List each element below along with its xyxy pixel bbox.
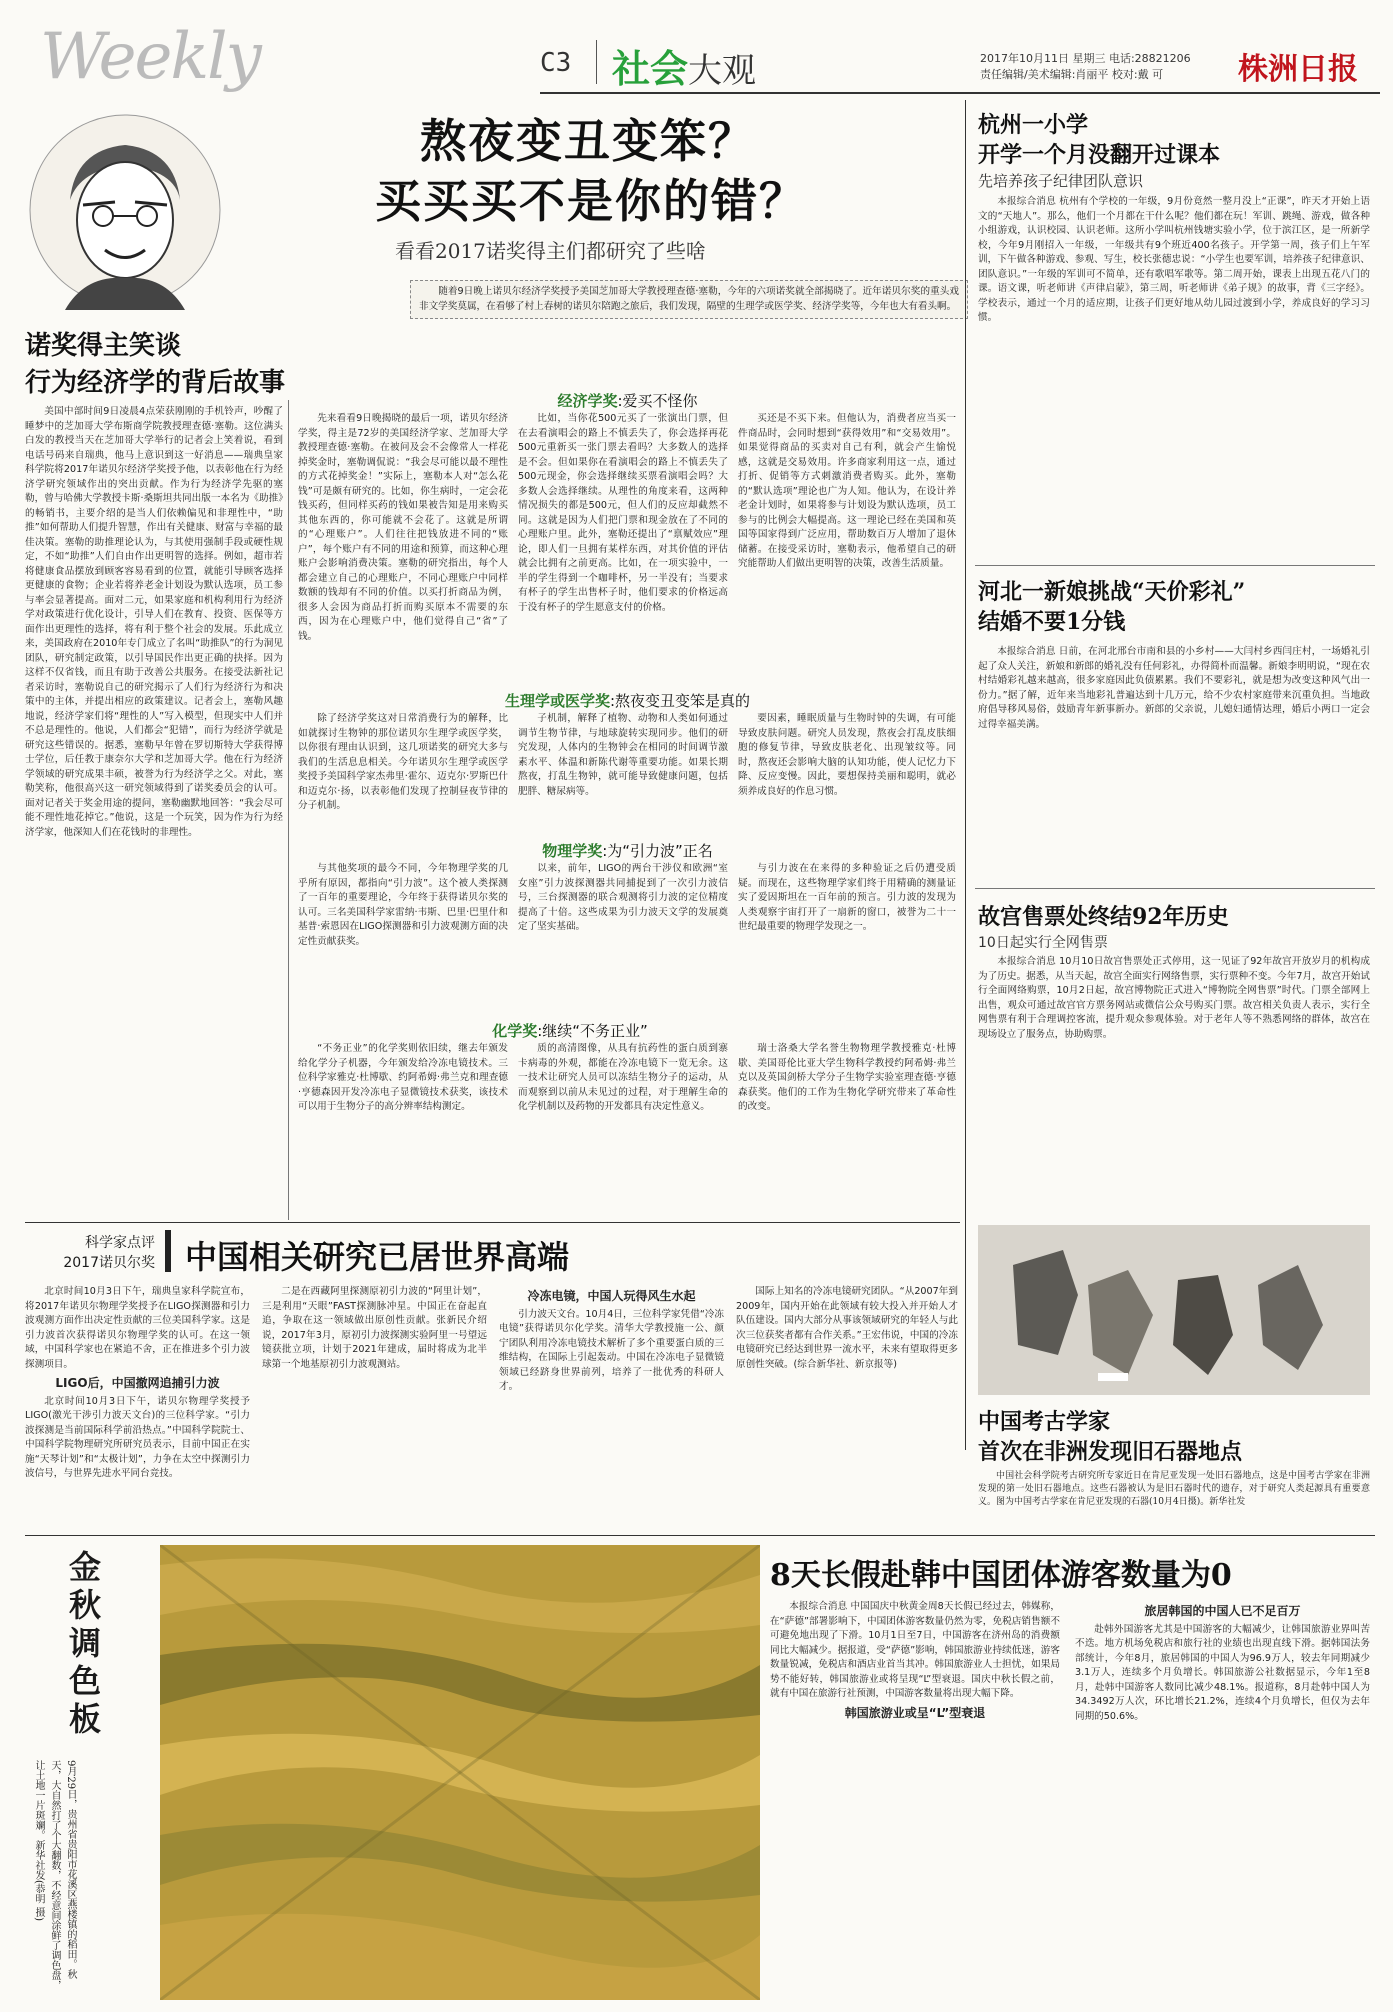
hangzhou-title-2: 开学一个月没翻开过课本 bbox=[978, 142, 1221, 168]
econ-col-1 bbox=[298, 412, 508, 687]
med-col-2 bbox=[518, 712, 728, 837]
right-rule-1 bbox=[975, 565, 1375, 566]
page-number: C3 bbox=[540, 48, 572, 78]
econ-col-3-text: 买还是不买下来。但他认为，消费者应当买一件商品时，会同时想到“获得效用”和“交易效用”。如果觉得商品的买卖对自己有利，就会产生愉悦感，这就是交易效用。许多商家利用这一点，通过打折、促销等方式刺激消费者购买。此外，塞勒的“默认选项”理论也广为人知。他认为，在设计养老金计划时，如果将参与计划设为默认选项，员工参与的比例会大幅提高。这一理论已经在美国和英国等国家得到广泛应用，帮助数百万人增加了退休储蓄。在接受采访时，塞勒表示，他希望自己的研究能帮助人们做出更明智的决策，改善生活质量。 bbox=[738, 413, 956, 569]
masthead: 株洲日报 bbox=[1238, 52, 1358, 87]
korea-subhead-2: 旅居韩国的中国人已不足百万 bbox=[1144, 1604, 1301, 1618]
hangzhou-deck: 先培养孩子纪律团队意识 bbox=[978, 172, 1144, 190]
chem-col-3 bbox=[738, 1042, 956, 1217]
med-col-3-text: 要因素，睡眠质量与生物时钟的失调，有可能导致皮肤问题。研究人员发现，熬夜会打乱皮肤细胞的修复节律，导致皮肤老化、出现皱纹等。同时，熬夜还会影响大脑的认知功能，使人记忆力下降、反应变慢。因此，要想保持美丽和聪明，就必须养成良好的作息习惯。 bbox=[738, 713, 956, 797]
subhead-physics bbox=[300, 840, 955, 861]
lead-title-2: 买买买不是你的错？ bbox=[375, 174, 807, 228]
section-name-b: 大观 bbox=[688, 51, 757, 91]
subhead-economics-key: 经济学奖 bbox=[557, 392, 618, 410]
hebei-title-1: 河北一新娘挑战“天价彩礼” bbox=[978, 579, 1246, 605]
side-column-text: 美国中部时间9日凌晨4点荣获刚刚的手机铃声，吵醒了睡梦中的芝加哥大学布斯商学院教授理查德·塞勒。这位满头白发的教授当天在芝加哥大学举行的记者会上笑着说，看到电话号码来自瑞典，他马上意识到这一好消息——瑞典皇家科学院将2017年诺贝尔经济学奖授予他，以表彰他在行为经济学研究领域作出的突出贡献。作为行为经济学先驱的塞勒，曾与哈佛大学教授卡斯·桑斯坦共同出版一本名为《助推》的畅销书，主要介绍的是当人们依赖偏见和非理性中，“助推”如何帮助人们提升智慧，作出有关健康、财富与幸福的最佳决策。塞勒的助推理论认为，与其使用强制手段或硬性规定，不如“助推”人们自由作出更明智的选择。例如，超市若将健康食品摆放到顾客容易看到的位置，就能引导顾客选择更健康的食物；企业若将养老金计划设为默认选项，员工参与率会显著提高。面对二元，如果家庭和机构利用行为经济学对政策进行优化设计，引导人们在教育、投资、医保等方面作出更理性的选择，将有利于整个社会的发展。乐此成立来，美国政府在2010年专门成立了名叫“助推队”的行为洞见团队，研究制定政策，以引导国民作出更正确的抉择。因为这样不仅省钱，而且有助于改善公共服务。在接受法新社记者采访时，塞勒说自己的研究揭示了人们行为经济行为和决策中的主体，并提出相应的政策建议。记者会上，塞勒风趣地说，经济学家们将“理性的人”写入模型，但现实中人们并不总是理性的。他说，人们都会“犯错”，而行为经济学就是研究这些错误的。据悉，塞勒早年曾在罗切斯特大学获得博士学位，后任教于康奈尔大学和芝加哥大学。他在行为经济学领域的研究成果丰硕，被誉为行为经济学之父。对此，塞勒笑称，他很高兴这一研究领域得到了诺奖委员会的认可。面对记者关于奖金用途的提问，塞勒幽默地回答：“我会尽可能不理性地花掉它。”他说，这是一个玩笑，因为作为行为经济学家，他深知人们在花钱时的非理性。 bbox=[25, 406, 283, 838]
korea-col-1 bbox=[770, 1600, 1060, 1995]
photo-caption: 9月29日，贵州省贵阳市花溪区燕楼镇的稻田。秋天，大自然打了个大翻数，不经意间涂鲜了调色盘，让土地一片斑斓。新华社发(恭明 摄) bbox=[33, 1760, 76, 1990]
korea-subhead-1: 韩国旅游业或呈“L”型衰退 bbox=[844, 1705, 986, 1720]
left-column-rule bbox=[288, 400, 289, 1220]
palace-title: 故宫售票处终结92年历史 bbox=[978, 904, 1229, 930]
china-subhead-1: LIGO后，中国撤网追捕引力波 bbox=[55, 1376, 220, 1390]
hebei-body bbox=[978, 645, 1370, 880]
phys-col-3 bbox=[738, 862, 956, 1017]
side-column bbox=[25, 405, 283, 1215]
china-title: 中国相关研究已居世界高端 bbox=[185, 1238, 570, 1276]
header-rule bbox=[540, 92, 1380, 94]
rice-terrace-photo bbox=[160, 1545, 760, 2000]
subhead-economics bbox=[300, 390, 955, 411]
subhead-chemistry-rest: :继续“不务正业” bbox=[537, 1022, 648, 1040]
subhead-economics-rest: :爱买不怪你 bbox=[617, 392, 698, 410]
palace-body bbox=[978, 955, 1370, 1215]
econ-col-2 bbox=[518, 412, 728, 687]
photo-title-vertical bbox=[60, 1550, 100, 1740]
china-label-2: 2017诺贝尔奖 bbox=[63, 1255, 155, 1271]
chem-col-1 bbox=[298, 1042, 508, 1217]
econ-col-1-text: 先来看看9日晚揭晓的最后一项，诺贝尔经济学奖，得主是72岁的美国经济学家、芝加哥大学教授理查德·塞勒。在被问及会不会像常人一样花掉奖金时，塞勒调侃说：“我会尽可能以最不理性的方式花掉奖金！”实际上，塞勒本人对“怎么花钱”可是颇有研究的。比如，你生病时，一定会花钱买药，但同样买药的钱如果被告知是用来购买其他东西的，你可能就不会花了。这就是所谓的“心理账户”。人们往往把钱放进不同的“账户”，每个账户有不同的用途和预算，而这种心理账户会影响消费决策。塞勒的研究指出，每个人都会建立自己的心理账户，不同心理账户中同样数额的钱却有不同的价值。以买打折商品为例，很多人会因为商品打折而购买原本不需要的东西，因为在心理账户中，他们觉得自己“省”了钱。 bbox=[298, 413, 508, 642]
bottom-top-rule bbox=[25, 1535, 1375, 1536]
hangzhou-body bbox=[978, 195, 1370, 555]
china-col-3-text: 引力波天文台。10月4日，三位科学家凭借“冷冻电镜”获得诺贝尔化学奖。清华大学教授施一公、颜宁团队利用冷冻电镜技术解析了多个重要蛋白质的三维结构，在国际上引起轰动。中国在冷冻电子显微镜领域已经跻身世界前列，培养了一批优秀的科研人才。 bbox=[499, 1308, 724, 1392]
right-rule-2 bbox=[975, 888, 1375, 889]
hebei-title-2: 结婚不要1分钱 bbox=[978, 609, 1126, 635]
china-label-1: 科学家点评 bbox=[85, 1235, 155, 1251]
hangzhou-title-1: 杭州一小学 bbox=[978, 112, 1089, 138]
section-name-a: 社会 bbox=[612, 47, 689, 91]
subhead-physics-key: 物理学奖 bbox=[542, 842, 603, 860]
chem-col-3-text: 瑞士洛桑大学名誉生物物理学教授雅克·杜博歇、美国哥伦比亚大学生物科学教授约阿希姆·弗兰克以及英国剑桥大学分子生物学实验室理查德·亨德森获奖。他们的工作为生物化学研究带来了革命性的改变。 bbox=[738, 1043, 956, 1112]
phys-col-1-text: 与其他奖项的最今不同，今年物理学奖的几乎所有原因，都指向“引力波”。这个被人类探测了一百年的重要理论，今年终于获得诺贝尔奖的认可。三名美国科学家雷纳·韦斯、巴里·巴里什和基普·索恩因在LIGO探测器和引力波观测方面的决定性贡献获奖。 bbox=[298, 863, 508, 947]
econ-col-2-text: 比如，当你花500元买了一张演出门票，但在去看演唱会的路上不慎丢失了，你会选择再花500元重新买一张门票去看吗？大多数人的选择是不会。但如果你在看演唱会的路上不慎丢失了500元现金，你会选择继续买票看演唱会吗？大多数人会选择继续。从理性的角度来看，这两种情况损失的都是500元，但人们的反应却截然不同。这就是因为人们把门票和现金放在了不同的心理账户里。此外，塞勒还提出了“禀赋效应”理论，即人们一旦拥有某样东西，对其价值的评估就会比拥有之前更高。比如，在一项实验中，一半的学生得到一个咖啡杯，另一半没有；当要求有杯子的学生出售杯子时，他们要求的价格远高于没有杯子的学生愿意支付的价格。 bbox=[518, 413, 728, 613]
lead-intro bbox=[410, 280, 968, 319]
subhead-medicine bbox=[300, 690, 955, 711]
med-col-1 bbox=[298, 712, 508, 837]
phys-col-2 bbox=[518, 862, 728, 1017]
china-col-1-text: 北京时间10月3日下午，瑞典皇家科学院宣布，将2017年诺贝尔物理学奖授予在LIGO探测器和引力波观测方面作出决定性贡献的三位美国科学家。这是引力波首次获得诺贝尔物理学奖的认可。在这一领域，中国科学家也在紧追不舍，正在推进多个引力波探测项目。 bbox=[25, 1286, 250, 1370]
photo-caption-vertical bbox=[30, 1760, 150, 1995]
subhead-chemistry bbox=[300, 1020, 840, 1041]
side-title-1: 诺奖得主笑谈 bbox=[25, 331, 182, 361]
weekly-logo bbox=[40, 20, 260, 94]
med-col-3 bbox=[738, 712, 956, 837]
archaeology-caption bbox=[978, 1470, 1370, 1530]
lead-deck: 看看2017诺奖得主们都研究了些啥 bbox=[395, 239, 706, 263]
korea-title: 8天长假赴韩中国团体游客数量为0 bbox=[770, 1558, 1232, 1593]
china-top-rule bbox=[25, 1222, 960, 1223]
korea-col-2-text: 赴韩外国游客尤其是中国游客的大幅减少，让韩国旅游业界叫苦不迭。地方机场免税店和旅行社的业绩也出现直线下滑。据韩国法务部统计，今年8月，旅居韩国的中国人为96.9万人，较去年同期减少3.1万人，连续多个月负增长。韩国旅游公社数据显示，今年1至8月，赴韩中国游客人数同比减少48.1%。报道称，8月赴韩中国人为34.3492万人次，环比增长21.2%，连续4个月负增长，但仅为去年同期的50.6%。 bbox=[1075, 1623, 1370, 1722]
china-label-bar bbox=[165, 1230, 171, 1272]
chem-col-2-text: 质的高清图像，从具有抗药性的蛋白质到寨卡病毒的外观，都能在冷冻电镜下一览无余。这一技术让研究人员可以冻结生物分子的运动，从而观察到以前从未见过的过程，对于理解生命的化学机制以及药物的开发都具有决定性意义。 bbox=[518, 1043, 728, 1112]
med-col-1-text: 除了经济学奖这对日常消费行为的解释，比如就探讨生物钟的那位诺贝尔生理学或医学奖，以你很有理由认识到，这几项诺奖的研究大多与我们的生活息息相关。今年诺贝尔生理学或医学奖授予美国科学家杰弗里·霍尔、迈克尔·罗斯巴什和迈克尔·扬，以表彰他们发现了控制昼夜节律的分子机制。 bbox=[298, 713, 508, 811]
phys-col-2-text: 以来，前年，LIGO的两台干涉仪和欧洲“室女座”引力波探测器共同捕捉到了一次引力波信号，三台探测器的联合观测将引力波的定位精度提高了十倍。这些成果为引力波天文学的发展奠定了坚实基础。 bbox=[518, 863, 728, 932]
section-name bbox=[612, 38, 756, 93]
med-col-2-text: 子机制，解释了植物、动物和人类如何通过调节生物节律，与地球旋转实现同步。他们的研究发现，人体内的生物钟会在相同的时间调节激素水平、体温和新陈代谢等重要功能。如果长期熬夜，打乱生物钟，就可能导致健康问题，包括肥胖、糖尿病等。 bbox=[518, 713, 728, 797]
korea-col-1-text: 本报综合消息 中国国庆中秋黄金周8天长假已经过去，韩媒称，在“萨德”部署影响下，中国团体游客数量仍然为零，免税店销售额不可避免地出现了下滑。10月1日至7日，中国游客在济州岛的消费额同比大幅减少。据报道，受“萨德”影响，韩国旅游业持续低迷，游客数量锐减，免税店和酒店业首当其冲。韩国旅游业人士担忧，如果局势不能好转，韩国旅游业或将呈现“L”型衰退。国庆中秋长假之前，就有中国在旅游行社预测，中国游客数量将出现大幅下降。 bbox=[770, 1601, 1060, 1699]
archaeology-title-2: 首次在非洲发现旧石器地点 bbox=[978, 1439, 1243, 1465]
header bbox=[0, 0, 1393, 100]
hangzhou-body-text: 本报综合消息 杭州有个学校的一年级，9月份竟然一整月没上“正课”，昨天才开始上语文的“天地人”。那么，他们一个月都在干什么呢？他们都在玩！军训、跳绳、游戏，做各种小组游戏，认识校园、认识老师。这所小学叫杭州钱塘实验小学，位于滨江区，是一所新学校，今年9月刚招入一年级，一年级共有9个班近400名孩子。开学第一周，孩子们上午军训，下午做各种游戏、参观、写生，校长张德忠说：“小学生也要军训，培养孩子纪律意识、团队意识。”一年级的军训可不简单，还有歌唱军歌等。第二周开始，课表上出现五花八门的课。语文课，听老师讲《声律启蒙》，第三周，听老师讲《弟子规》的故事，背《三字经》。学校表示，通过一个月的适应期，让孩子们更好地从幼儿园过渡到小学，养成良好的学习习惯。 bbox=[978, 196, 1370, 323]
korea-col-2 bbox=[1075, 1600, 1370, 1995]
econ-col-3 bbox=[738, 412, 956, 687]
hebei-body-text: 本报综合消息 日前，在河北邢台市南和县的小乡村——大闫村乡西闫庄村，一场婚礼引起了众人关注，新娘和新郎的婚礼没有任何彩礼，办得简朴而温馨。新娘李明明说，“现在农村结婚彩礼越来越高，很多家庭因此负债累累。我们不要彩礼，就是想为改变这种风气出一份力。”据了解，近年来当地彩礼普遍达到十几万元，给不少农村家庭带来沉重负担。当地政府倡导移风易俗，鼓励青年新事新办。新郎的父亲说，儿媳妇通情达理，婚后小两口一定会过得幸福美满。 bbox=[978, 646, 1370, 730]
chem-col-1-text: “不务正业”的化学奖则依旧续，继去年颁发给化学分子机器，今年颁发给冷冻电镜技术。三位科学家雅克·杜博歇、约阿希姆·弗兰克和理查德·亨德森因开发冷冻电子显微镜技术获奖，该技术可以用于生物分子的高分辨率结构测定。 bbox=[298, 1043, 508, 1112]
palace-deck: 10日起实行全网售票 bbox=[978, 935, 1108, 951]
chem-col-2 bbox=[518, 1042, 728, 1217]
subhead-chemistry-key: 化学奖 bbox=[492, 1022, 538, 1040]
phys-col-3-text: 与引力波在在来得的多种验证之后仍遭受质疑。而现在，这些物理学家们终于用精确的测量证实了爱因斯坦在一百年前的预言。引力波的发现为人类观察宇宙打开了一扇新的窗口，被誉为二十一世纪最重要的物理学发现之一。 bbox=[738, 863, 956, 932]
phys-col-1 bbox=[298, 862, 508, 1017]
stone-tools-photo bbox=[978, 1225, 1370, 1395]
subhead-medicine-key: 生理学或医学奖 bbox=[504, 692, 610, 710]
header-divider bbox=[596, 40, 597, 84]
side-title-2: 行为经济学的背后故事 bbox=[25, 368, 286, 398]
date-line: 2017年10月11日 星期三 电话:28821206 bbox=[980, 52, 1191, 65]
lead-title-1: 熬夜变丑变笨？ bbox=[420, 114, 756, 168]
right-column-rule bbox=[965, 100, 966, 1450]
subhead-medicine-rest: :熬夜变丑变笨是真的 bbox=[609, 692, 751, 710]
archaeology-caption-text: 中国社会科学院考古研究所专家近日在肯尼亚发现一处旧石器地点，这是中国考古学家在非洲发现的第一处旧石器地点。这些石器被认为是旧石器时代的遗存，对于研究人类起源具有重要意义。图为中国考古学家在肯尼亚发现的石器(10月4日摄)。新华社发 bbox=[978, 1471, 1370, 1507]
archaeology-title-1: 中国考古学家 bbox=[978, 1409, 1111, 1435]
china-col-1b-text: 北京时间10月3日下午，诺贝尔物理学奖授予LIGO(激光干涉引力波天文台)的三位科学家。“引力波探测是当前国际科学前沿热点。”中国科学院院士、中国科学院物理研究所研究员表示，目前中国正在实施“天琴计划”和“太极计划”，力争在太空中探测引力波信号，与世界先进水平同台竞技。 bbox=[25, 1395, 250, 1479]
subhead-physics-rest: :为“引力波”正名 bbox=[602, 842, 713, 860]
lead-intro-text: 随着9日晚上诺贝尔经济学奖授予美国芝加哥大学教授理查德·塞勒，今年的六项诺奖就全部揭晓了。近年诺贝尔奖的重头戏非文学奖莫属，在看够了村上春树的诺贝尔陪跑之旅后，我们发现，隔壁的生理学或医学奖、经济学奖等，今年也大有看头啊。 bbox=[419, 286, 959, 312]
weekly-text: Weekly bbox=[40, 20, 260, 94]
editor-line: 责任编辑/美术编辑:肖丽平 校对:戴 可 bbox=[980, 68, 1164, 81]
china-subhead-2: 冷冻电镜，中国人玩得风生水起 bbox=[527, 1289, 696, 1303]
china-col-2-text: 二是在西藏阿里探测原初引力波的“阿里计划”，三是利用“天眼”FAST探测脉冲星。中国正在奋起直追，争取在这一领域做出原创性贡献。张新民介绍说，2017年3月，原初引力波探测实验阿里一号望远镜获批立项，计划于2021年建成，届时将成为北半球第一个地基原初引力波观测站。 bbox=[262, 1286, 487, 1370]
china-col-4-text: 国际上知名的冷冻电镜研究团队。“从2007年到2009年，国内开始在此领域有较大投入并开始人才队伍建设。国内大部分从事该领域研究的年轻人与此次三位获奖者都有合作关系。”王宏伟说，中国的冷冻电镜研究已经达到世界一流水平，未来有望取得更多原创性突破。(综合新华社、新京报等) bbox=[736, 1286, 958, 1370]
portrait-illustration bbox=[25, 110, 225, 320]
photo-title: 金秋调色板 bbox=[64, 1550, 102, 1740]
palace-body-text: 本报综合消息 10月10日故宫售票处正式停用，这一见证了92年故宫开放岁月的机构成为了历史。据悉，从当天起，故宫全面实行网络售票，实行票种不变。今年7月，故宫开始试行全面网络购票，10月2日起，故宫博物院正式进入“博物院全网售票”时代。门票全部网上出售，观众可通过故宫官方票务网站或微信公众号购买门票。故宫相关负责人表示，实行全网售票有利于合理调控客流，提升观众参观体验。对于老年人等不熟悉网络的群体，故宫在现场设立了服务点，协助购票。 bbox=[978, 956, 1370, 1040]
china-label bbox=[30, 1232, 155, 1272]
